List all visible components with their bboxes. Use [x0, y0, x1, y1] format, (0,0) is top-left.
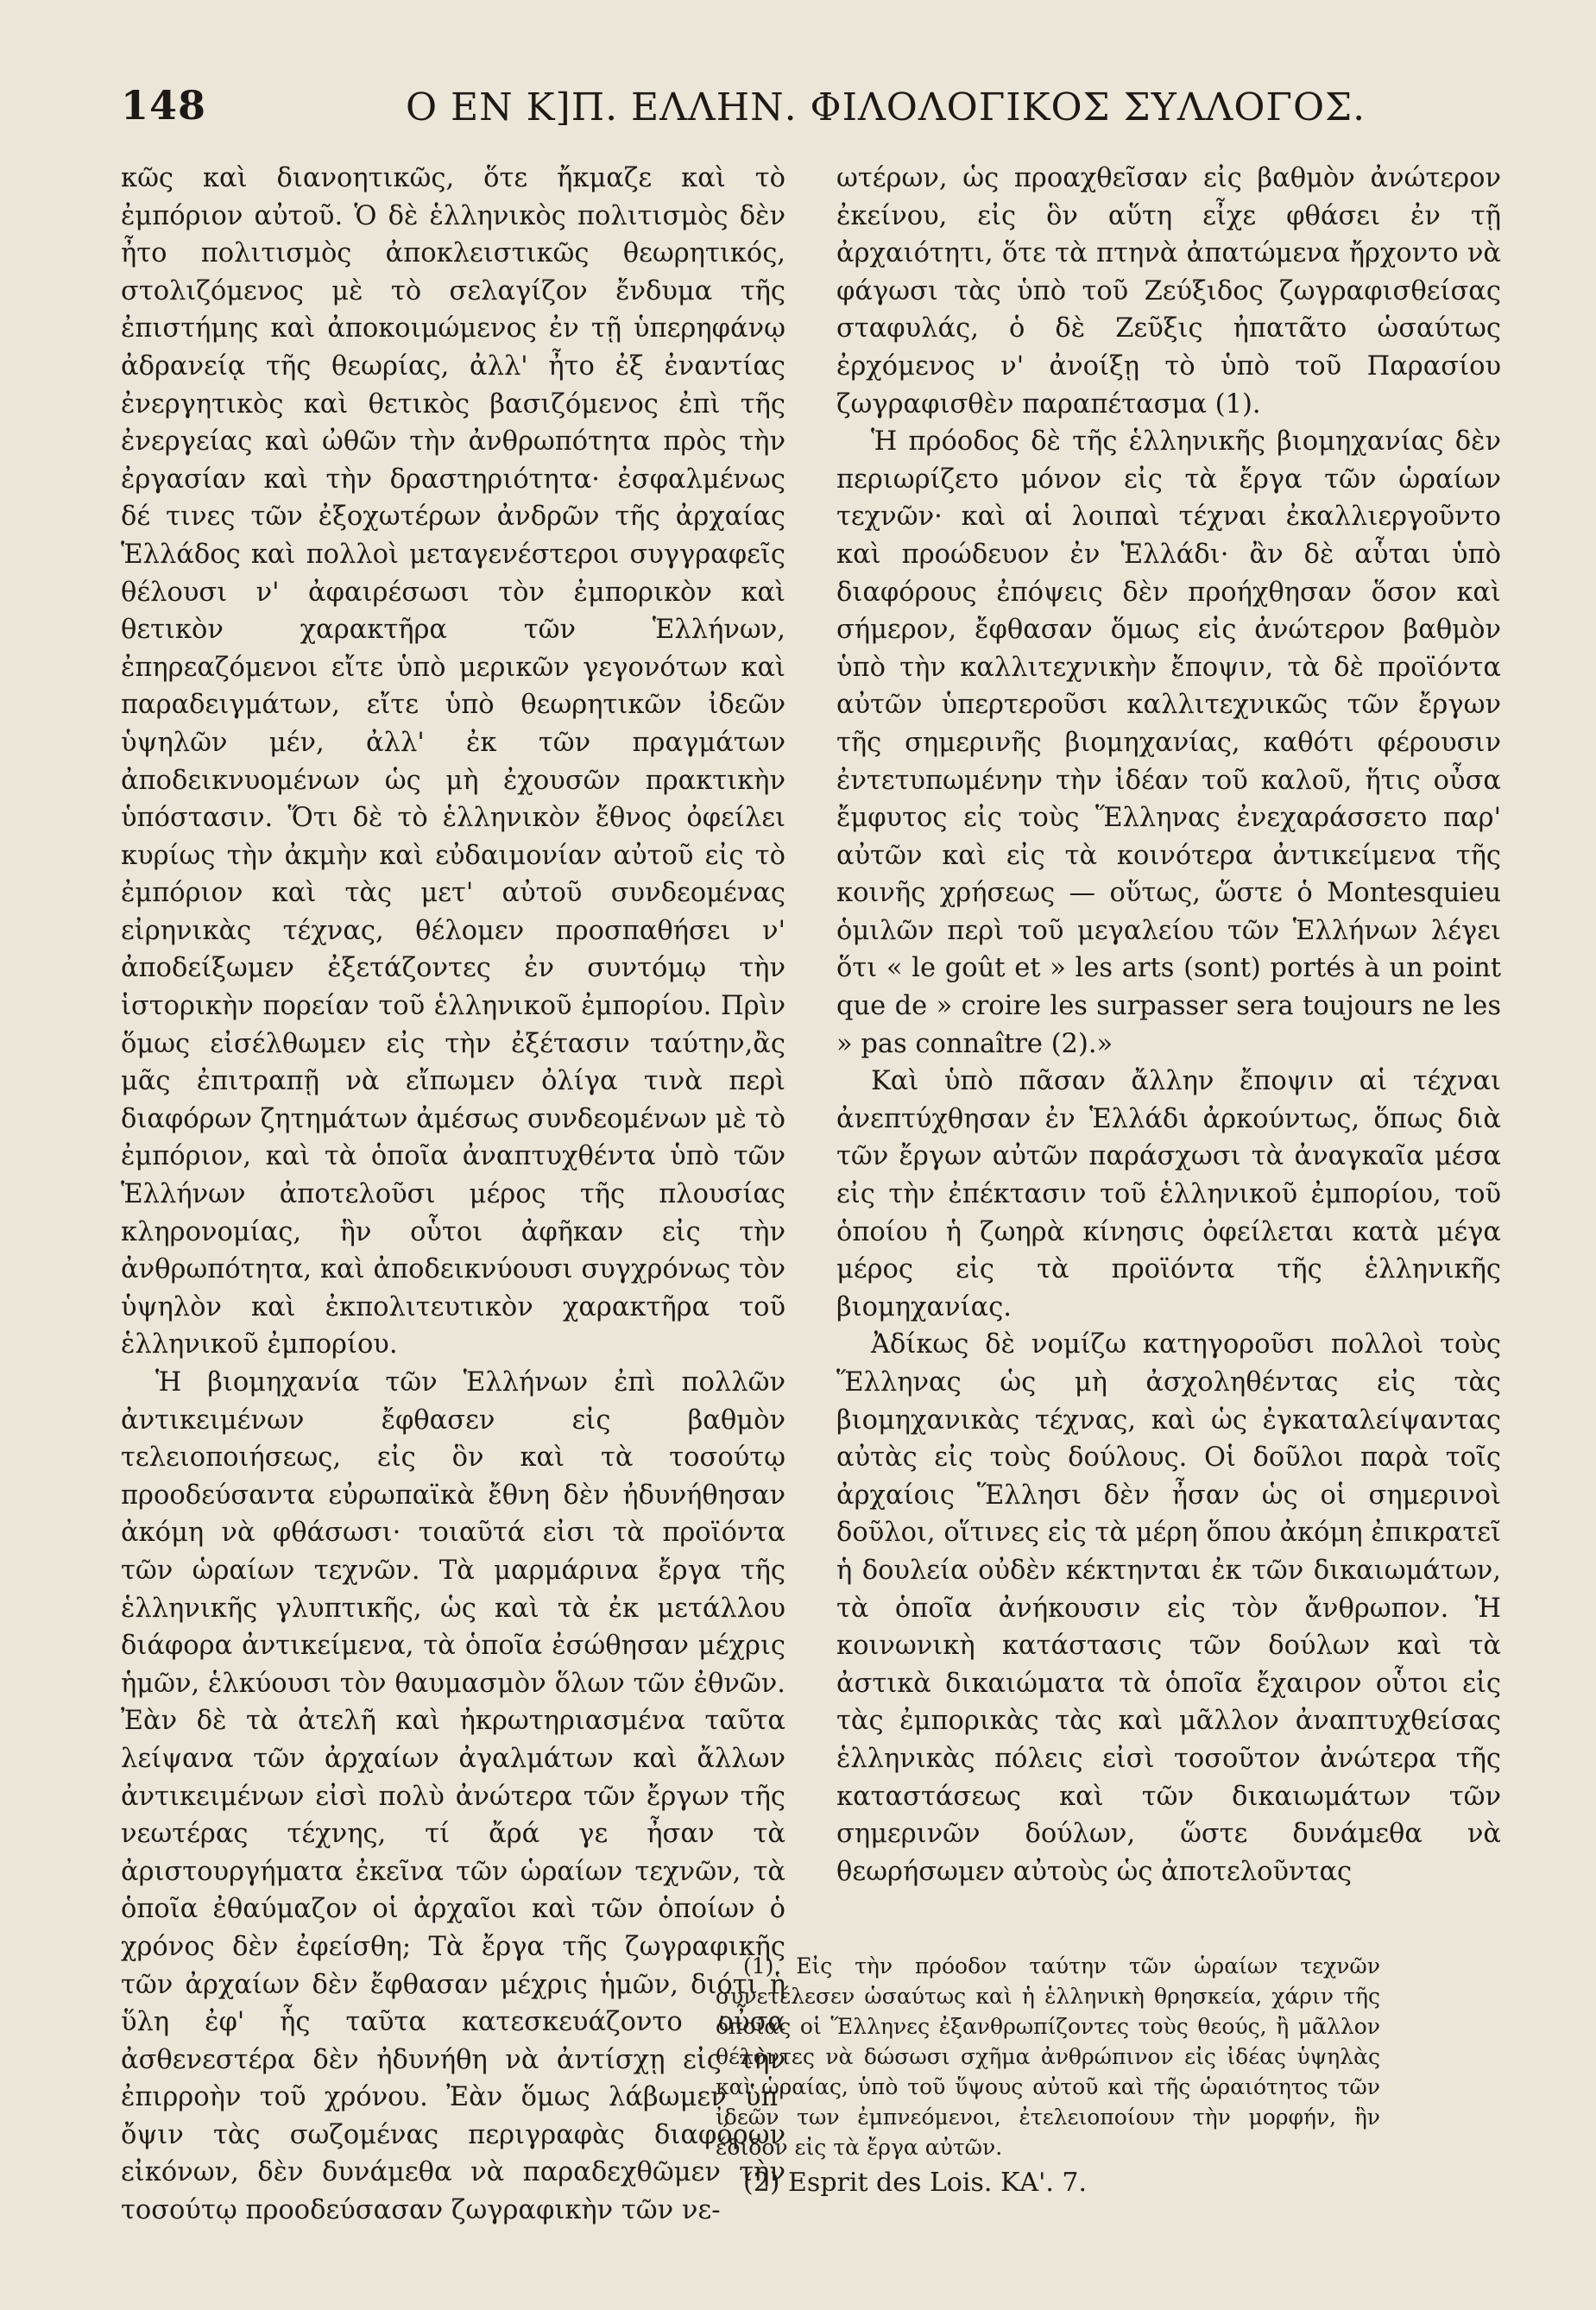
footnote: (1) Εἰς τὴν πρόοδον ταύτην τῶν ὡραίων τεχνῶν συνετέλεσεν ὡσαύτως καὶ ἡ ἑλληνικὴ θρησκεία, χάριν τῆς ὁποίας οἱ Ἕλληνες ἐξανθρωπίζοντες τοὺς θεούς, ἢ μᾶλλον θέλοντες νὰ δώσωσι σχῆμα ἀνθρώπινον εἰς ἰδέας ὑψηλὰς καὶ ὡραίας, ὑπὸ τοῦ ὕψους αὐτοῦ καὶ τῆς ὡραιότητος τῶν ἰδεῶν των ἐμπνεόμενοι, ἐτελειοποίουν τὴν μορφήν, ἣν ἔδιδον εἰς τὰ ἔργα αὐτῶν. — [716, 1953, 1380, 2160]
paragraph: Καὶ ὑπὸ πᾶσαν ἄλλην ἔποψιν αἱ τέχναι ἀνεπτύχθησαν ἐν Ἑλλάδι ἀρκούντως, ὅπως διὰ τῶν ἔργων αὐτῶν παράσχωσι τὰ ἀναγκαῖα μέσα εἰς τὴν ἐπέκτασιν τοῦ ἑλληνικοῦ ἐμπορίου, τοῦ ὁποίου ἡ ζωηρὰ κίνησις ὀφείλεται κατὰ μέγα μέρος εἰς τὰ προϊόντα τῆς ἑλληνικῆς βιομηχανίας. — [836, 1066, 1501, 1322]
left-column — [121, 160, 785, 2230]
paragraph: κῶς καὶ διανοητικῶς, ὅτε ἤκμαζε καὶ τὸ ἐμπόριον αὐτοῦ. Ὁ δὲ ἑλληνικὸς πολιτισμὸς δὲν ἦτο πολιτισμὸς ἀποκλειστικῶς θεωρητικός, στολιζόμενος μὲ τὸ σελαγίζον ἔνδυμα τῆς ἐπιστήμης καὶ ἀποκοιμώμενος ἐν τῇ ὑπερηφάνῳ ἀδρανείᾳ τῆς θεωρίας, ἀλλ' ἦτο ἐξ ἐναντίας ἐνεργητικὸς καὶ θετικὸς βασιζόμενος ἐπὶ τῆς ἐνεργείας καὶ ὠθῶν τὴν ἀνθρωπότητα πρὸς τὴν ἐργασίαν καὶ τὴν δραστηριότητα· ἐσφαλμένως δέ τινες τῶν ἐξοχωτέρων ἀνδρῶν τῆς ἀρχαίας Ἑλλάδος καὶ πολλοὶ μεταγενέστεροι συγγραφεῖς θέλουσι ν' ἀφαιρέσωσι τὸν ἐμπορικὸν καὶ θετικὸν χαρακτῆρα τῶν Ἑλλήνων, ἐπηρεαζόμενοι εἴτε ὑπὸ μερικῶν γεγονότων καὶ παραδειγμάτων, εἴτε ὑπὸ θεωρητικῶν ἰδεῶν ὑψηλῶν μέν, ἀλλ' ἐκ τῶν πραγμάτων ἀποδεικνυομένων ὡς μὴ ἐχουσῶν πρακτικὴν ὑπόστασιν. Ὅτι δὲ τὸ ἑλληνικὸν ἔθνος ὀφείλει κυρίως τὴν ἀκμὴν καὶ εὐδαιμονίαν αὐτοῦ εἰς τὸ ἐμπόριον καὶ τὰς μετ' αὐτοῦ συνδεομένας εἰρηνικὰς τέχνας, θέλομεν προσπαθήσει ν' ἀποδείξωμεν ἐξετάζοντες ἐν συντόμῳ τὴν ἱστορικὴν πορείαν τοῦ ἑλληνικοῦ ἐμπορίου. Πρὶν ὅμως εἰσέλθωμεν εἰς τὴν ἐξέτασιν ταύτην,ἂς μᾶς ἐπιτραπῇ νὰ εἴπωμεν ὀλίγα τινὰ περὶ διαφόρων ζητημάτων ἀμέσως συνδεομένων μὲ τὸ ἐμπόριον, καὶ τὰ ὁποῖα ἀναπτυχθέντα ὑπὸ τῶν Ἑλλήνων ἀποτελοῦσι μέρος τῆς πλουσίας κληρονομίας, ἣν οὗτοι ἀφῆκαν εἰς τὴν ἀνθρωπότητα, καὶ ἀποδεικνύουσι συγχρόνως τὸν ὑψηλὸν καὶ ἐκπολιτευτικὸν χαρακτῆρα τοῦ ἑλληνικοῦ ἐμπορίου. — [121, 163, 785, 1360]
right-column — [836, 160, 1501, 1890]
paragraph: Ἀδίκως δὲ νομίζω κατηγοροῦσι πολλοὶ τοὺς Ἕλληνας ὡς μὴ ἀσχοληθέντας εἰς τὰς βιομηχανικὰς τέχνας, καὶ ὡς ἐγκαταλείψαντας αὐτὰς εἰς τοὺς δούλους. Οἱ δοῦλοι παρὰ τοῖς ἀρχαίοις Ἕλλησι δὲν ἦσαν ὡς οἱ σημερινοὶ δοῦλοι, οἵτινες εἰς τὰ μέρη ὅπου ἀκόμη ἐπικρατεῖ ἡ δουλεία οὐδὲν κέκτηνται ἐκ τῶν δικαιωμάτων, τὰ ὁποῖα ἀνήκουσιν εἰς τὸν ἄνθρωπον. Ἡ κοινωνικὴ κατάστασις τῶν δούλων καὶ τὰ ἀστικὰ δικαιώματα τὰ ὁποῖα ἔχαιρον οὗτοι εἰς τὰς ἐμπορικὰς τὰς καὶ μᾶλλον ἀναπτυχθείσας ἑλληνικὰς πόλεις εἰσὶ τοσοῦτον ἀνώτερα τῆς καταστάσεως καὶ τῶν δικαιωμάτων τῶν σημερινῶν δούλων, ὥστε δυνάμεθα νὰ θεωρήσωμεν αὐτοὺς ὡς ἀποτελοῦντας — [836, 1329, 1501, 1887]
footnote: (2) Esprit des Lois. ΚΑ'. 7. — [743, 2168, 1088, 2198]
page-number: 148 — [121, 82, 207, 129]
page-header — [121, 82, 1501, 142]
paragraph: Ἡ πρόοδος δὲ τῆς ἑλληνικῆς βιομηχανίας δὲν περιωρίζετο μόνον εἰς τὰ ἔργα τῶν ὡραίων τεχνῶν· καὶ αἱ λοιπαὶ τέχναι ἐκαλλιεργοῦντο καὶ προώδευον ἐν Ἑλλάδι· ἂν δὲ αὗται ὑπὸ διαφόρους ἐπόψεις δὲν προήχθησαν ὅσον καὶ σήμερον, ἔφθασαν ὅμως εἰς ἀνώτερον βαθμὸν ὑπὸ τὴν καλλιτεχνικὴν ἔποψιν, τὰ δὲ προϊόντα αὐτῶν ὑπερτεροῦσι καλλιτεχνικῶς τῶν ἔργων τῆς σημερινῆς βιομηχανίας, καθότι φέρουσιν ἐντετυπωμένην τὴν ἰδέαν τοῦ καλοῦ, ἥτις οὖσα ἔμφυτος εἰς τοὺς Ἕλληνας ἐνεχαράσσετο παρ' αὐτῶν καὶ εἰς τὰ κοινότερα ἀντικείμενα τῆς κοινῆς χρήσεως — οὕτως, ὥστε ὁ Montesquieu ὁμιλῶν περὶ τοῦ μεγαλείου τῶν Ἑλλήνων λέγει ὅτι « le goût et » les arts (sont) portés à un point que de » croire les surpasser sera toujours ne les » pas connaître (2).» — [836, 426, 1501, 1059]
paragraph: ωτέρων, ὡς προαχθεῖσαν εἰς βαθμὸν ἀνώτερον ἐκείνου, εἰς ὃν αὕτη εἶχε φθάσει ἐν τῇ ἀρχαιότητι, ὅτε τὰ πτηνὰ ἀπατώμενα ἤρχοντο νὰ φάγωσι τὰς ὑπὸ τοῦ Ζεύξιδος ζωγραφισθείσας σταφυλάς, ὁ δὲ Ζεῦξις ἠπατᾶτο ὡσαύτως ἐρχόμενος ν' ἀνοίξῃ τὸ ὑπὸ τοῦ Παρασίου ζωγραφισθὲν παραπέτασμα (1). — [836, 163, 1501, 420]
text-columns — [121, 160, 1501, 2266]
running-title: Ο ΕΝ Κ]Π. ΕΛΛΗΝ. ΦΙΛΟΛΟΓΙΚΟΣ ΣΥΛΛΟΓΟΣ. — [406, 85, 1366, 129]
paragraph: Ἡ βιομηχανία τῶν Ἑλλήνων ἐπὶ πολλῶν ἀντικειμένων ἔφθασεν εἰς βαθμὸν τελειοποιήσεως, εἰς ὃν καὶ τὰ τοσούτῳ προοδεύσαντα εὐρωπαϊκὰ ἔθνη δὲν ἠδυνήθησαν ἀκόμη νὰ φθάσωσι· τοιαῦτά εἰσι τὰ προϊόντα τῶν ὡραίων τεχνῶν. Τὰ μαρμάρινα ἔργα τῆς ἑλληνικῆς γλυπτικῆς, ὡς καὶ τὰ ἐκ μετάλλου διάφορα ἀντικείμενα, τὰ ὁποῖα ἐσώθησαν μέχρις ἡμῶν, ἑλκύουσι τὸν θαυμασμὸν ὅλων τῶν ἐθνῶν. Ἐὰν δὲ τὰ ἀτελῆ καὶ ἠκρωτηριασμένα ταῦτα λείψανα τῶν ἀρχαίων ἀγαλμάτων καὶ ἄλλων ἀντικειμένων εἰσὶ πολὺ ἀνώτερα τῶν ἔργων τῆς νεωτέρας τέχνης, τί ἄρά γε ἦσαν τὰ ἀριστουργήματα ἐκεῖνα τῶν ὡραίων τεχνῶν, τὰ ὁποῖα ἐθαύμαζον οἱ ἀρχαῖοι καὶ τῶν ὁποίων ὁ χρόνος δὲν ἐφείσθη; Τὰ ἔργα τῆς ζωγραφικῆς τῶν ἀρχαίων δὲν ἔφθασαν μέχρις ἡμῶν, διότι ἡ ὕλη ἐφ' ἧς ταῦτα κατεσκευάζοντο οὖσα ἀσθενεστέρα δὲν ἠδυνήθη νὰ ἀντίσχῃ εἰς τὴν ἐπιρροὴν τοῦ χρόνου. Ἐὰν ὅμως λάβωμεν ὑπ' ὄψιν τὰς σωζομένας περιγραφὰς διαφόρων εἰκόνων, δὲν δυνάμεθα νὰ παραδεχθῶμεν τὴν τοσούτῳ προοδεύσασαν ζωγραφικὴν τῶν νε- — [121, 1367, 785, 2226]
footnotes — [716, 1951, 1380, 2200]
